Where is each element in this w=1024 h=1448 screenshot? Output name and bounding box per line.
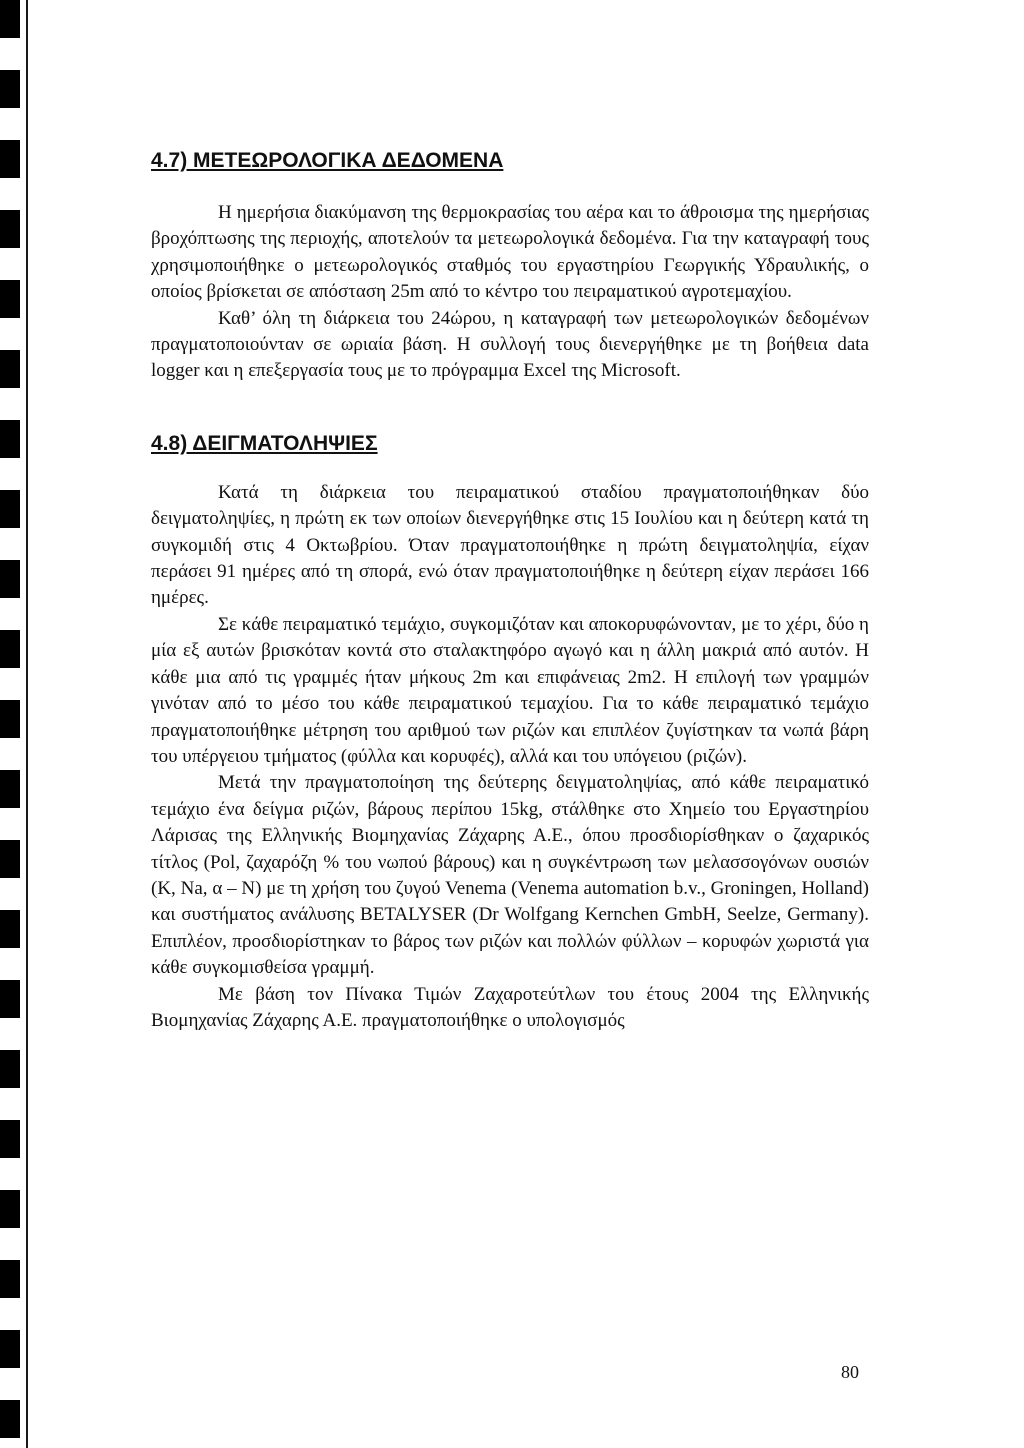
paragraph: Μετά την πραγματοποίηση της δεύτερης δειγματοληψίας, από κάθε πειραματικό τεμάχιο ένα δείγμα ριζών, βάρους περίπου 15kg, στάλθηκε στο Χημείο του Εργαστηρίου Λάρισας της Ελληνικής Βιομηχανίας Ζάχαρης Α.Ε., όπου προσδιορίσθηκαν ο ζαχαρικός τίτλος (Pol, ζαχαρόζη % του νωπού βάρους) και η συγκέντρωση των μελασσογόνων ουσιών (K, Na, α – N) με τη χρήση του ζυγού Venema (Venema automation b.v., Groningen, Holland) και συστήματος ανάλυσης BETALYSER (Dr Wolfgang Kernchen GmbH, Seelze, Germany). Επιπλέον, προσδιορίστηκαν το βάρος των ριζών και πολλών φύλλων – κορυφών χωριστά για κάθε συγκομισθείσα γραμμή. [151, 772, 869, 979]
binding-mark [0, 0, 20, 38]
paragraph: Η ημερήσια διακύμανση της θερμοκρασίας του αέρα και το άθροισμα της ημερήσιας βροχόπτωσης της περιοχής, αποτελούν τα μετεωρολογικά δεδομένα. Για την καταγραφή τους χρησιμοποιήθηκε ο μετεωρολογικός σταθμός του εργαστηρίου Γεωργικής Υδραυλικής, ο οποίος βρίσκεται σε απόσταση 25m από το κέντρο του πειραματικού αγροτεμαχίου. [151, 202, 869, 303]
binding-mark [0, 1190, 20, 1228]
binding-mark [0, 280, 20, 318]
paragraph: Κατά τη διάρκεια του πειραματικού σταδίου πραγματοποιήθηκαν δύο δειγματοληψίες, η πρώτη εκ των οποίων διενεργήθηκε στις 15 Ιουλίου και η δεύτερη κατά τη συγκομιδή στις 4 Οκτωβρίου. Όταν πραγματοποιήθηκε η πρώτη δειγματοληψία, είχαν περάσει 91 ημέρες από τη σπορά, ενώ όταν πραγματοποιήθηκε η δεύτερη είχαν περάσει 166 ημέρες. [151, 481, 869, 609]
binding-mark [0, 840, 20, 878]
binding-mark [0, 70, 20, 108]
binding-mark [0, 1260, 20, 1298]
binding-mark [0, 560, 20, 598]
binding-mark [0, 1050, 20, 1088]
scan-binding-edge [0, 0, 30, 1448]
binding-mark [0, 1330, 20, 1368]
paragraph: Σε κάθε πειραματικό τεμάχιο, συγκομιζόταν και αποκορυφώνονταν, με το χέρι, δύο η μία εξ αυτών βρισκόταν κοντά στο σταλακτηφόρο αγωγό και η άλλη μακριά από αυτόν. Η κάθε μια από τις γραμμές ήταν μήκους 2m και επιφάνειας 2m2. Η επιλογή των γραμμών γινόταν από το μέσο του κάθε πειραματικού τεμαχίου. Για το κάθε πειραματικό τεμάχιο πραγματοποιήθηκε μέτρηση του αριθμού των ριζών και επιπλέον ζυγίστηκαν τα νωπά βάρη του υπέργειου τμήματος (φύλλα και κορυφές), αλλά και του υπόγειου (ριζών). [151, 613, 869, 767]
binding-mark [0, 140, 20, 178]
binding-mark [0, 1120, 20, 1158]
binding-mark [0, 630, 20, 668]
binding-mark [0, 980, 20, 1018]
section-heading-sampling: 4.8) ΔΕΙΓΜΑΤΟΛΗΨΙΕΣ [151, 431, 378, 455]
binding-mark [0, 350, 20, 388]
paragraph: Καθ’ όλη τη διάρκεια του 24ώρου, η καταγραφή των μετεωρολογικών δεδομένων πραγματοποιούνταν σε ωριαία βάση. Η συλλογή τους διενεργήθηκε με τη βοήθεια data logger και η επεξεργασία τους με το πρόγραμμα Excel της Microsoft. [151, 307, 869, 382]
document-page [151, 150, 869, 1034]
binding-line [26, 0, 28, 1448]
binding-mark [0, 420, 20, 458]
section-heading-meteorological-data: 4.7) ΜΕΤΕΩΡΟΛΟΓΙΚΑ ΔΕΔΟΜΕΝΑ [151, 149, 504, 172]
paragraph: Με βάση τον Πίνακα Τιμών Ζαχαροτεύτλων του έτους 2004 της Ελληνικής Βιομηχανίας Ζάχαρης Α.Ε. πραγματοποιήθηκε ο υπολογισμός [151, 983, 869, 1031]
page-number: 80 [841, 1362, 859, 1382]
binding-mark [0, 700, 20, 738]
binding-mark [0, 770, 20, 808]
binding-mark [0, 490, 20, 528]
binding-mark [0, 910, 20, 948]
binding-mark [0, 210, 20, 248]
binding-mark [0, 1400, 20, 1438]
